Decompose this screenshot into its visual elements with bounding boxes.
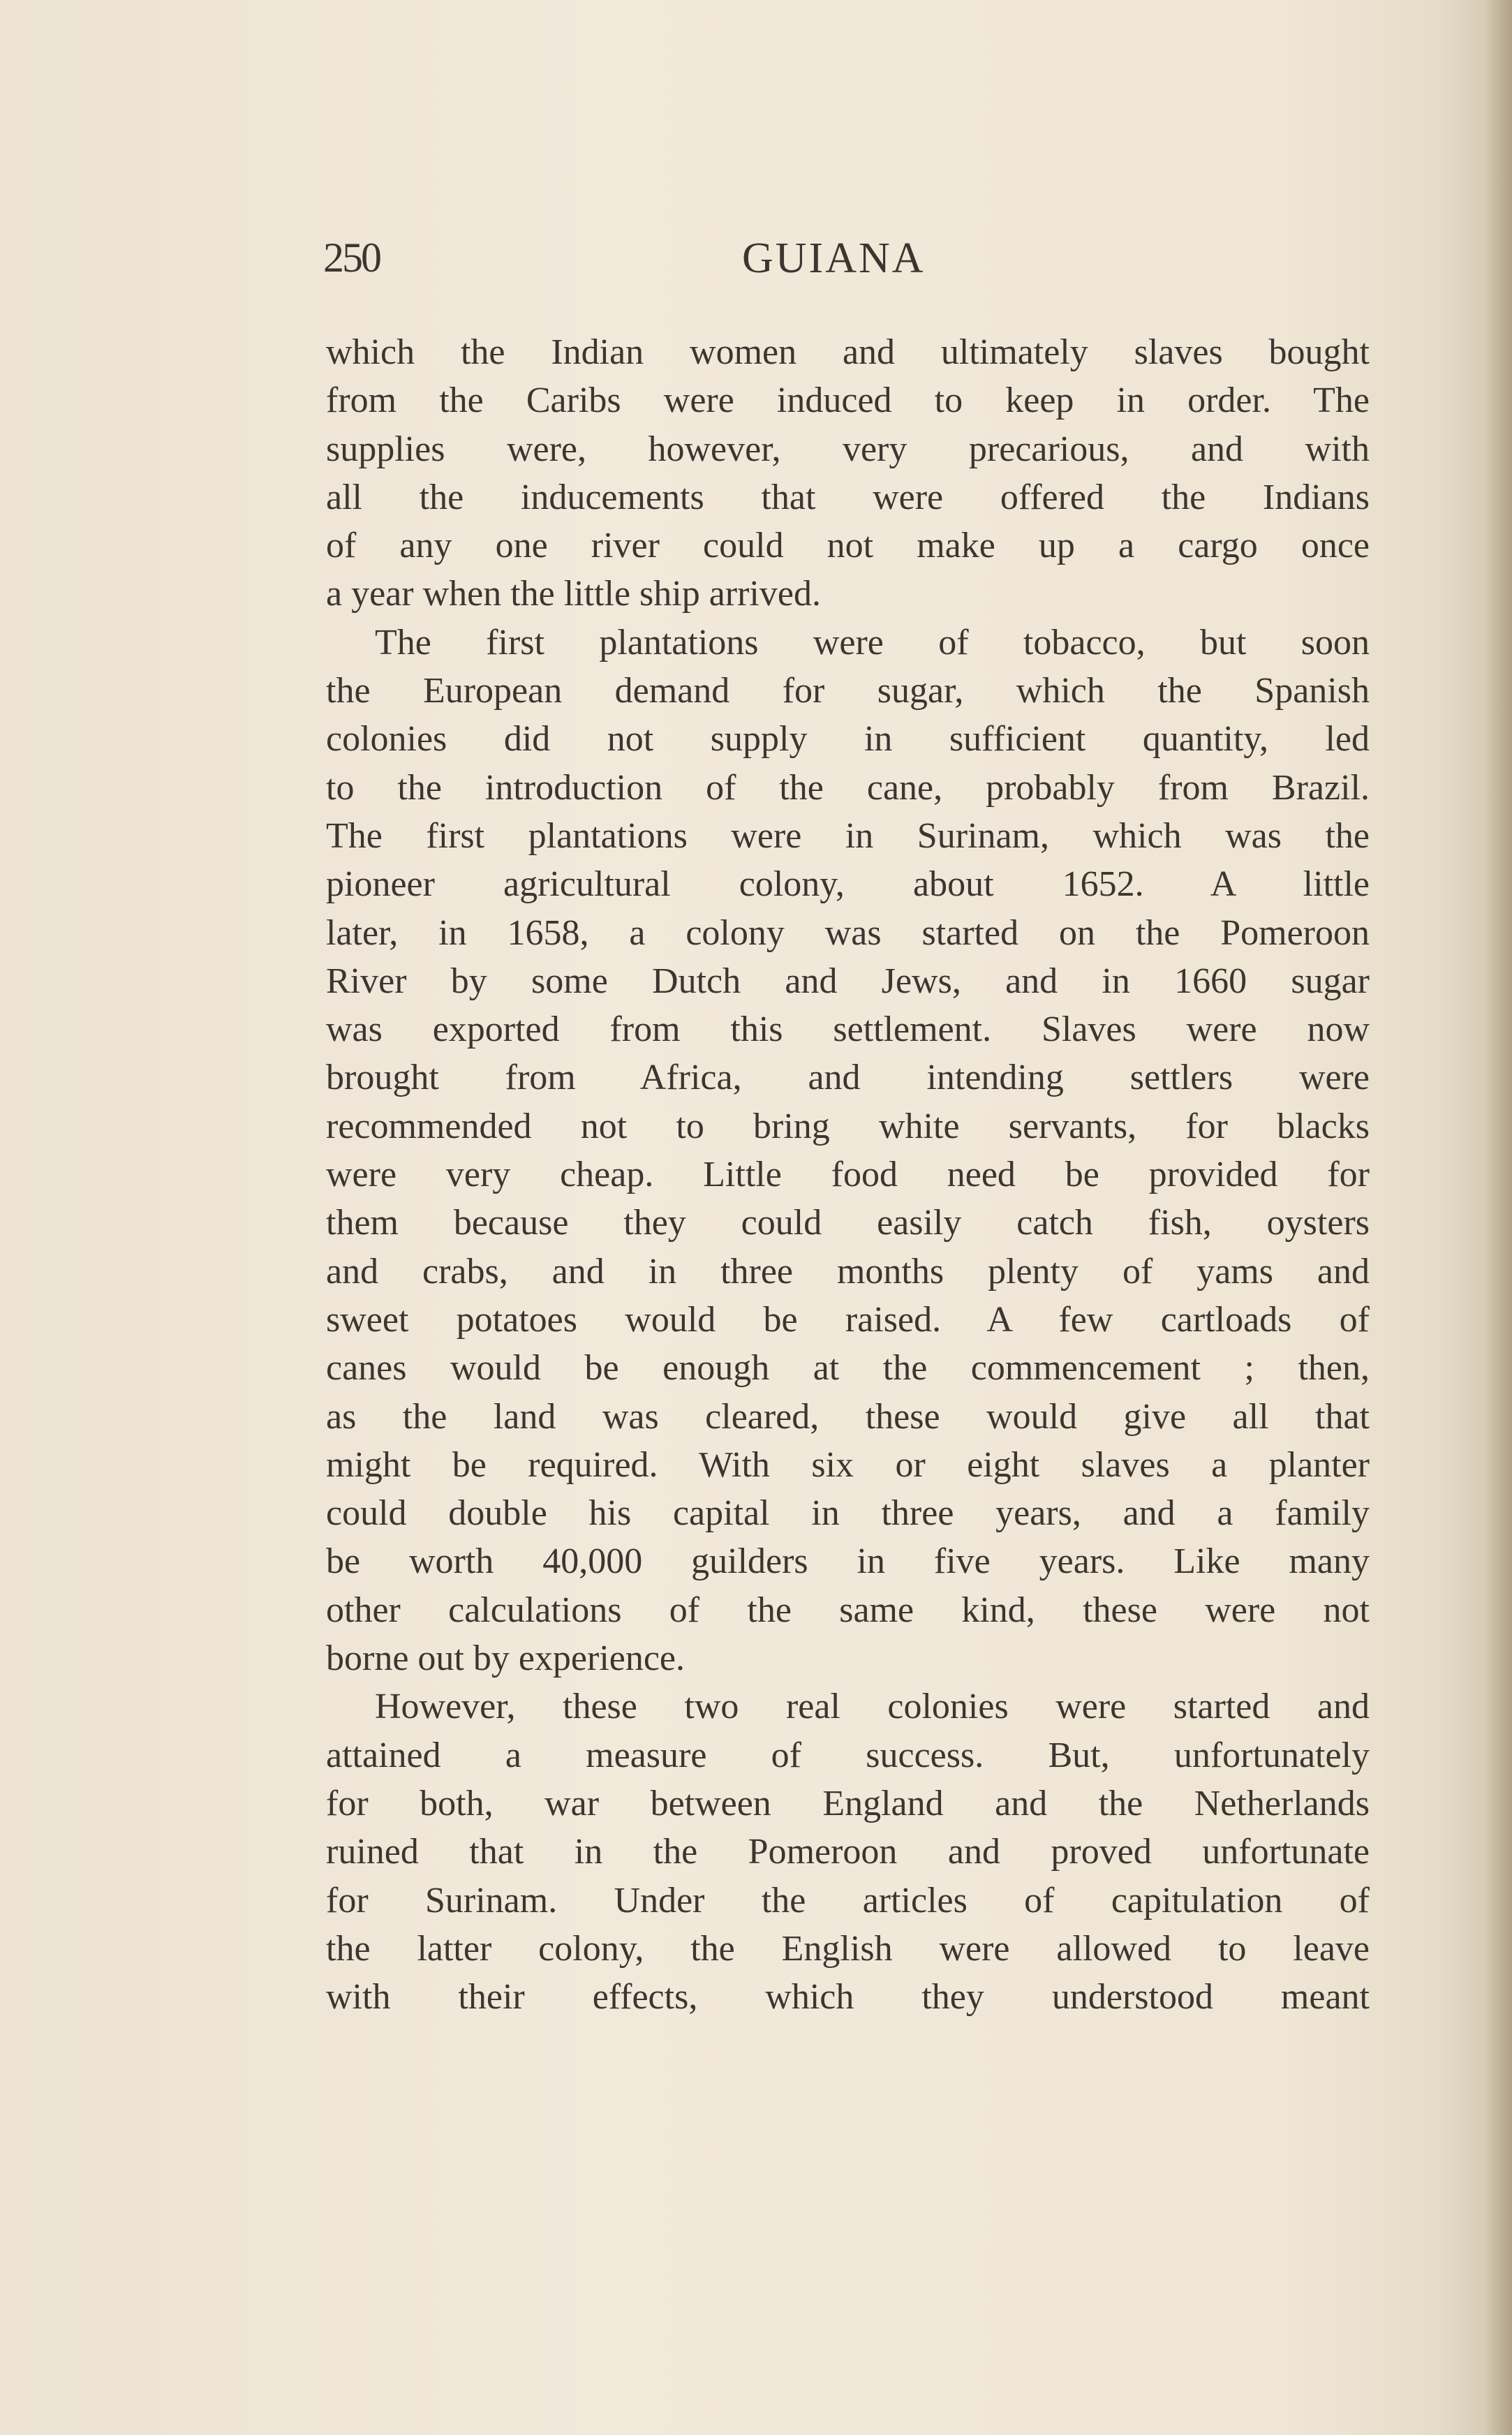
page-header xyxy=(323,234,1370,290)
text-line: was exported from this settlement. Slaves were now xyxy=(326,1009,1370,1050)
text-line: for both, war between England and the Netherlands xyxy=(326,1783,1370,1823)
text-line: as the land was cleared, these would give all that xyxy=(326,1396,1370,1437)
page-edge-shadow xyxy=(1484,0,1512,2435)
text-line: were very cheap. Little food need be provided for xyxy=(326,1155,1370,1195)
text-line: other calculations of the same kind, these were not xyxy=(326,1590,1370,1630)
text-line: ruined that in the Pomeroon and proved unfortunate xyxy=(326,1832,1370,1872)
text-line: a year when the little ship arrived. xyxy=(326,574,821,614)
page-number: 250 xyxy=(323,235,380,281)
text-line: could double his capital in three years, and a family xyxy=(326,1493,1370,1534)
paragraph xyxy=(326,1682,1370,2021)
text-line: from the Caribs were induced to keep in order. The xyxy=(326,380,1370,421)
text-line: sweet potatoes would be raised. A few cartloads of xyxy=(326,1299,1370,1340)
text-line: the European demand for sugar, which the Spanish xyxy=(326,671,1370,711)
paragraph xyxy=(326,328,1370,619)
text-line: which the Indian women and ultimately slaves bought xyxy=(326,332,1370,372)
text-line: River by some Dutch and Jews, and in 1660 sugar xyxy=(326,961,1370,1001)
text-line: with their effects, which they understood meant xyxy=(326,1977,1370,2018)
text-line: later, in 1658, a colony was started on the Pomeroon xyxy=(326,912,1370,953)
text-line: brought from Africa, and intending settlers were xyxy=(326,1058,1370,1098)
body-text xyxy=(326,328,1370,2021)
text-line: canes would be enough at the commencement ; then, xyxy=(326,1348,1370,1389)
text-line: all the inducements that were offered the Indians xyxy=(326,477,1370,517)
text-line: to the introduction of the cane, probably from Brazil. xyxy=(326,767,1370,808)
text-line: and crabs, and in three months plenty of yams and xyxy=(326,1251,1370,1291)
text-line: However, these two real colonies were started and xyxy=(375,1687,1370,1727)
text-line: colonies did not supply in sufficient quantity, led xyxy=(326,719,1370,760)
text-line: of any one river could not make up a cargo once xyxy=(326,526,1370,566)
text-line: them because they could easily catch fish, oysters xyxy=(326,1203,1370,1243)
text-line: pioneer agricultural colony, about 1652. A little xyxy=(326,864,1370,905)
text-line: recommended not to bring white servants, for blacks xyxy=(326,1106,1370,1146)
text-line: be worth 40,000 guilders in five years. Like many xyxy=(326,1541,1370,1582)
text-line: supplies were, however, very precarious, and with xyxy=(326,429,1370,469)
text-line: might be required. With six or eight slaves a planter xyxy=(326,1444,1370,1485)
text-line: borne out by experience. xyxy=(326,1638,685,1679)
text-line: attained a measure of success. But, unfortunately xyxy=(326,1735,1370,1775)
text-line: The first plantations were of tobacco, but soon xyxy=(375,622,1370,663)
text-line: the latter colony, the English were allowed to leave xyxy=(326,1928,1370,1969)
paragraph xyxy=(326,619,1370,1683)
running-head: GUIANA xyxy=(742,235,926,282)
text-line: for Surinam. Under the articles of capitulation of xyxy=(326,1880,1370,1920)
text-line: The first plantations were in Surinam, which was the xyxy=(326,815,1370,856)
